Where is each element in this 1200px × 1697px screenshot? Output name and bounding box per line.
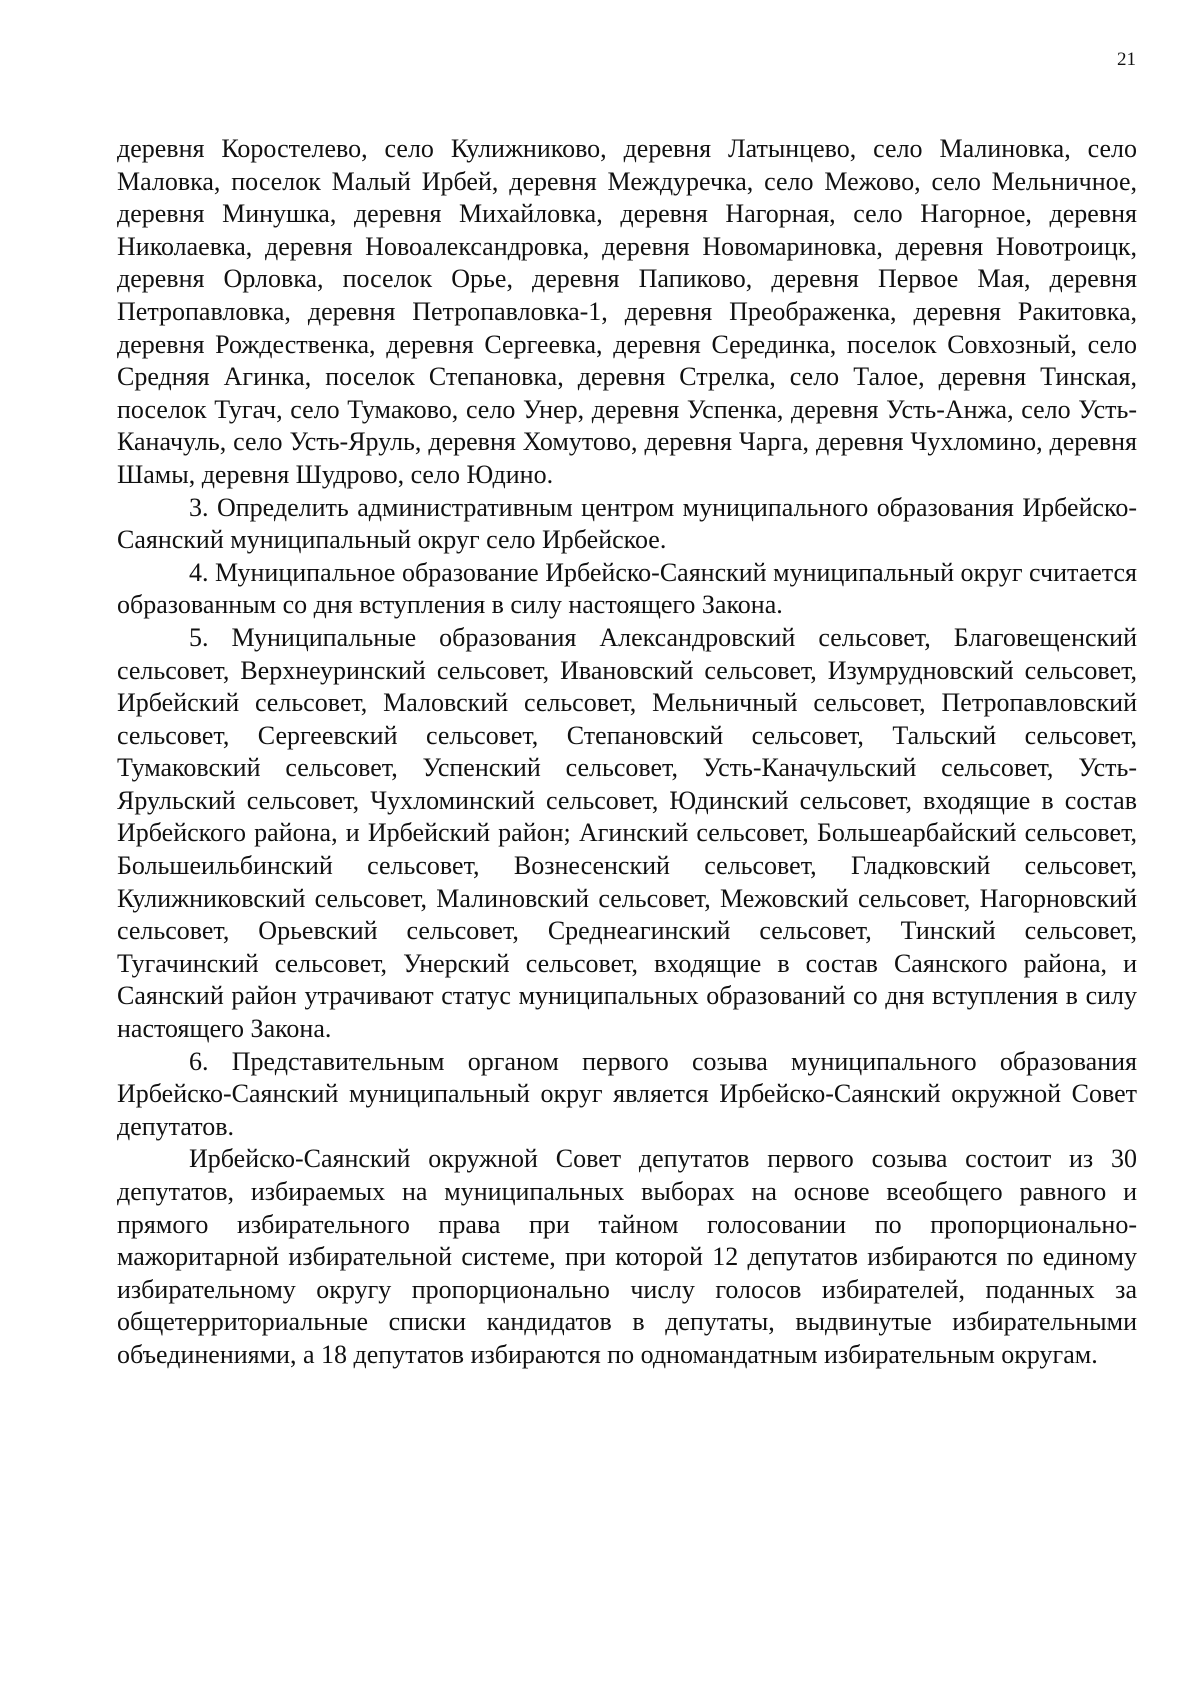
- paragraph-item-4: 4. Муниципальное образование Ирбейско-Саянский муниципальный округ считается образованным со дня вступления в силу настоящего Закона.: [117, 557, 1137, 620]
- paragraph-item-5: 5. Муниципальные образования Александровский сельсовет, Благовещенский сельсовет, Верхнеуринский сельсовет, Ивановский сельсовет, Изумрудновский сельсовет, Ирбейский сельсовет, Маловский сельсовет, Мельничный сельсовет, Петропавловский сельсовет, Сергеевский сельсовет, Степановский сельсовет, Тальский сельсовет, Тумаковский сельсовет, Успенский сельсовет, Усть-Каначульский сельсовет, Усть-Ярульский сельсовет, Чухломинский сельсовет, Юдинский сельсовет, входящие в состав Ирбейского района, и Ирбейский район; Агинский сельсовет, Большеарбайский сельсовет, Большеильбинский сельсовет, Вознесенский сельсовет, Гладковский сельсовет, Кулижниковский сельсовет, Малиновский сельсовет, Межовский сельсовет, Нагорновский сельсовет, Орьевский сельсовет, Среднеагинский сельсовет, Тинский сельсовет, Тугачинский сельсовет, Унерский сельсовет, входящие в состав Саянского района, и Саянский район утрачивают статус муниципальных образований со дня вступления в силу настоящего Закона.: [117, 622, 1137, 1044]
- paragraph-item-6: 6. Представительным органом первого созыва муниципального образования Ирбейско-Саянский муниципальный округ является Ирбейско-Саянский окружной Совет депутатов.: [117, 1046, 1137, 1141]
- paragraph-settlements-list: деревня Коростелево, село Кулижниково, деревня Латынцево, село Малиновка, село Маловка, поселок Малый Ирбей, деревня Междуречка, село Межово, село Мельничное, деревня Минушка, деревня Михайловка, деревня Нагорная, село Нагорное, деревня Николаевка, деревня Новоалександровка, деревня Новомариновка, деревня Новотроицк, деревня Орловка, поселок Орье, деревня Папиково, деревня Первое Мая, деревня Петропавловка, деревня Петропавловка-1, деревня Преображенка, деревня Ракитовка, деревня Рождественка, деревня Сергеевка, деревня Серединка, поселок Совхозный, село Средняя Агинка, поселок Степановка, деревня Стрелка, село Талое, деревня Тинская, поселок Тугач, село Тумаково, село Унер, деревня Успенка, деревня Усть-Анжа, село Усть-Каначуль, село Усть-Яруль, деревня Хомутово, деревня Чарга, деревня Чухломино, деревня Шамы, деревня Шудрово, село Юдино.: [117, 134, 1137, 489]
- document-body: [117, 133, 1137, 1372]
- paragraph-item-3: 3. Определить административным центром муниципального образования Ирбейско-Саянский муниципальный округ село Ирбейское.: [117, 492, 1137, 555]
- page-number: 21: [1117, 49, 1136, 70]
- paragraph-council-composition: Ирбейско-Саянский окружной Совет депутатов первого созыва состоит из 30 депутатов, избираемых на муниципальных выборах на основе всеобщего равного и прямого избирательного права при тайном голосовании по пропорционально-мажоритарной избирательной системе, при которой 12 депутатов избираются по единому избирательному округу пропорционально числу голосов избирателей, поданных за общетерриториальные списки кандидатов в депутаты, выдвинутые избирательными объединениями, а 18 депутатов избираются по одномандатным избирательным округам.: [117, 1144, 1137, 1369]
